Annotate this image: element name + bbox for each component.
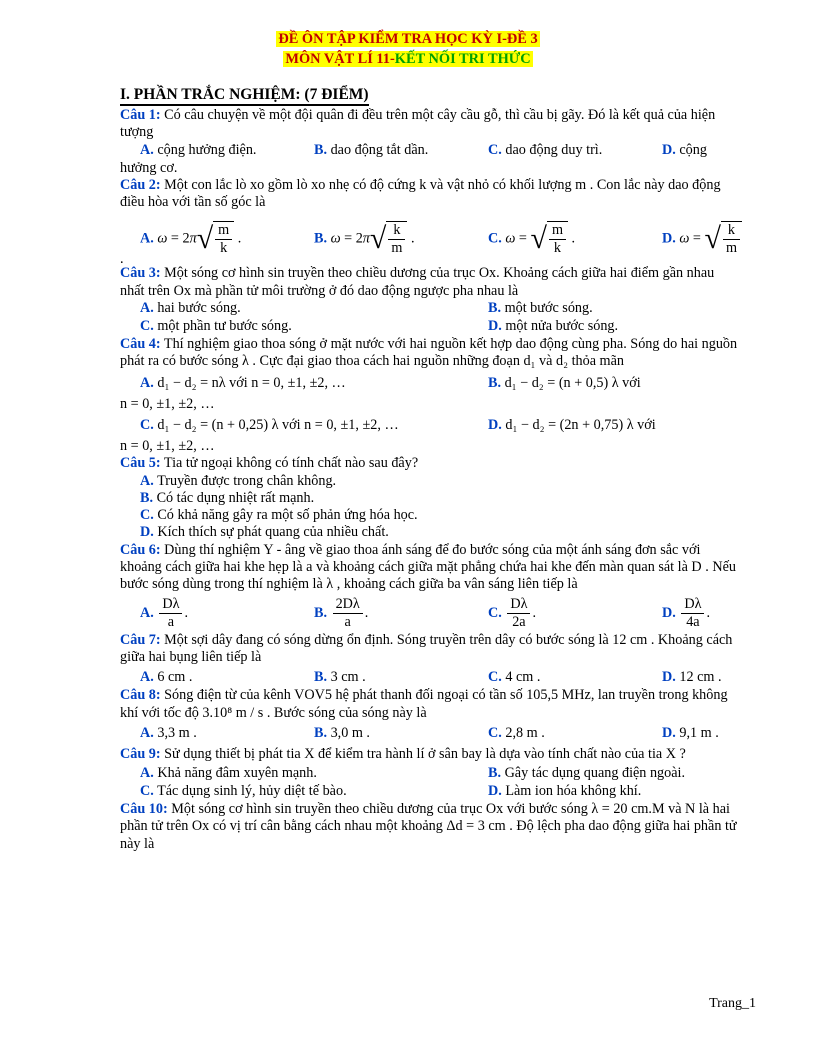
options-row <box>120 594 740 632</box>
options-row <box>120 417 740 435</box>
question-number: Câu 7: <box>120 631 161 648</box>
question-text: Thí nghiệm giao thoa sóng ở mặt nước với hai nguồn kết hợp dao động cùng pha. Sóng do hai nguồn phát ra có bước sóng λ . Cực đại giao thoa cách hai nguồn những đoạn d₁ và d₂ thỏa mãn <box>120 336 738 370</box>
question-text: Một con lắc lò xo gồm lò xo nhẹ có độ cứng k và vật nhỏ có khối lượng m . Con lắc này dao động điều hòa với tần số góc là <box>120 176 721 211</box>
options-row <box>120 142 740 160</box>
option-c: C. d₁ − d₂ = (n + 0,25) λ với n = 0, ±1, ±2, … <box>140 416 399 433</box>
question-text: Dùng thí nghiệm Y - âng về giao thoa ánh sáng để đo bước sóng của một ánh sáng đơn sắc với khoảng cách giữa hai khe hẹp là a và khoảng cách giữa mặt phẳng chứa hai khe đến màn quan sát là D . Nếu bước sóng dùng trong thí nghiệm là λ , khoảng cách giữa ba vân sáng liên tiếp là <box>120 541 736 593</box>
question-5 <box>120 455 740 472</box>
option-b-continued: n = 0, ±1, ±2, … <box>120 395 215 412</box>
option-b: B. d₁ − d₂ = (n + 0,5) λ với <box>488 374 641 391</box>
option-a: A. ω = 2π√ $\frac{m}{k}$ . <box>140 222 242 257</box>
question-number: Câu 6: <box>120 541 161 558</box>
option-b: B. 3,0 m . <box>314 724 370 741</box>
option-a: A. cộng hưởng điện. <box>140 141 257 158</box>
question-text: Có câu chuyện về một đội quân đi đều trên một cây cầu gỗ, thì cầu bị gãy. Đó là kết quả của hiện tượng <box>120 107 716 141</box>
option-a: A. 3,3 m . <box>140 724 197 741</box>
option-c: C. 2,8 m . <box>488 724 545 741</box>
question-text: Một sóng cơ hình sin truyền theo chiều dương của trục Ox với bước sóng λ = 20 cm.M và N là hai phần tử trên Ox có vị trí cân bằng cách nhau một khoảng Δd = 3 cm . Độ lệch pha dao động giữa hai phần tử này là <box>120 801 737 852</box>
option-a: A. hai bước sóng. <box>140 300 241 317</box>
options-row <box>120 300 740 318</box>
question-text: Sử dụng thiết bị phát tia X để kiểm tra hành lí ở sân bay là dựa vào tính chất nào của tia X ? <box>164 745 686 762</box>
options-row <box>120 783 740 801</box>
question-8 <box>120 687 740 722</box>
option-b: B. một bước sóng. <box>488 300 593 317</box>
exam-content <box>120 86 740 853</box>
question-4 <box>120 336 740 371</box>
option-d-continued: n = 0, ±1, ±2, … <box>120 437 215 454</box>
option-c: C. một phần tư bước sóng. <box>140 318 292 335</box>
question-number: Câu 10: <box>120 801 168 818</box>
question-number: Câu 3: <box>120 265 161 282</box>
question-text: Một sóng cơ hình sin truyền theo chiều dương của trục Ox. Khoảng cách giữa hai điểm gần nhau nhất trên Ox mà phần tử môi trường ở đó dao động ngược pha nhau là <box>120 265 715 299</box>
option-c: C. 4 cm . <box>488 669 541 686</box>
option-d: D. ω = √ $\frac{k}{m}$ <box>662 219 742 259</box>
option-a: A. Truyền được trong chân không. <box>140 472 337 489</box>
question-9 <box>120 746 740 763</box>
option-c: C. dao động duy trì. <box>488 141 603 158</box>
option-d-continued: hưởng cơ. <box>120 159 178 176</box>
option-a: A. $\frac{D\lambda}{a}$ . <box>140 595 189 630</box>
exam-title <box>0 30 816 48</box>
option-a: A. Khả năng đâm xuyên mạnh. <box>140 765 317 782</box>
option-c: C. Có khả năng gây ra một số phản ứng hóa học. <box>140 507 418 524</box>
question-10 <box>120 801 740 853</box>
textbook-label: KẾT NỐI TRI THỨC <box>394 51 531 67</box>
option-d: D. Làm ion hóa không khí. <box>488 783 642 800</box>
exam-title-line1: ĐỀ ÔN TẬP KIỂM TRA HỌC KỲ I-ĐỀ 3 <box>278 31 538 47</box>
question-number: Câu 2: <box>120 176 161 193</box>
question-text: Sóng điện từ của kênh VOV5 hệ phát thanh đối ngoại có tần số 105,5 MHz, lan truyền trong không khí với tốc độ 3.10⁸ m / s . Bước sóng của sóng này là <box>120 687 728 721</box>
question-number: Câu 1: <box>120 107 161 123</box>
exam-subtitle <box>0 50 816 68</box>
option-d: D. Kích thích sự phát quang của nhiều chất. <box>140 524 389 541</box>
question-7 <box>120 632 740 667</box>
options-row <box>120 725 740 743</box>
options-row <box>120 211 740 257</box>
options-row <box>120 669 740 687</box>
subject-label: MÔN VẬT LÍ 11- <box>285 51 395 67</box>
option-a: A. 6 cm . <box>140 669 193 686</box>
question-number: Câu 8: <box>120 687 161 704</box>
question-number: Câu 4: <box>120 336 161 353</box>
options-row <box>120 375 740 393</box>
option-d: D. cộng <box>662 141 707 158</box>
question-2 <box>120 177 740 212</box>
question-text: Một sợi dây đang có sóng dừng ổn định. Sóng truyền trên dây có bước sóng là 12 cm . Khoảng cách giữa hai bụng liên tiếp là <box>120 631 733 665</box>
option-b: B. 3 cm . <box>314 669 366 686</box>
options-row <box>120 765 740 783</box>
options-row <box>120 318 740 336</box>
spacer: . <box>120 251 124 268</box>
question-1 <box>120 107 740 142</box>
option-b: B. dao động tắt dần. <box>314 141 429 158</box>
option-b: B. ω = 2π√ $\frac{k}{m}$ . <box>314 222 415 257</box>
option-d: D. 9,1 m . <box>662 724 719 741</box>
section-title: I. PHẦN TRẮC NGHIỆM: (7 ĐIỂM) <box>120 86 369 106</box>
question-text: Tia tử ngoại không có tính chất nào sau đây? <box>163 455 419 472</box>
question-number: Câu 9: <box>120 745 161 762</box>
option-a: A. d₁ − d₂ = nλ với n = 0, ±1, ±2, … <box>140 374 346 391</box>
question-3 <box>120 265 740 300</box>
option-c: C. $\frac{D\lambda}{2a}$ . <box>488 595 537 630</box>
question-6 <box>120 542 740 594</box>
page-number: Trang_1 <box>709 996 756 1011</box>
option-d: D. $\frac{D\lambda}{4a}$ . <box>662 595 711 630</box>
option-c: C. Tác dụng sinh lý, hủy diệt tế bào. <box>140 783 347 800</box>
question-number: Câu 5: <box>120 455 161 472</box>
option-d: D. một nửa bước sóng. <box>488 318 619 335</box>
option-c: C. ω = √ $\frac{m}{k}$ . <box>488 222 576 257</box>
option-b: B. $\frac{2D\lambda}{a}$ . <box>314 595 369 630</box>
option-b: B. Có tác dụng nhiệt rất mạnh. <box>140 489 315 506</box>
option-d: D. 12 cm . <box>662 669 722 686</box>
option-b: B. Gây tác dụng quang điện ngoài. <box>488 765 686 782</box>
option-d: D. d₁ − d₂ = (2n + 0,75) λ với <box>488 416 656 433</box>
